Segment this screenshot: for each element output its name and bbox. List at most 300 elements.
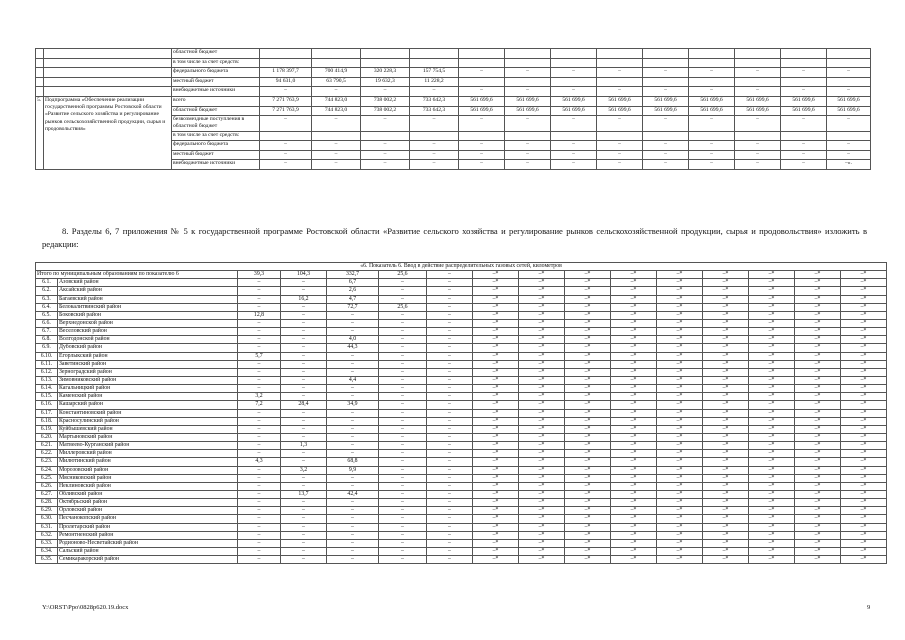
- district-name: Зимовниковский район: [58, 376, 238, 384]
- future-value: –*: [519, 287, 565, 295]
- future-value: –*: [749, 409, 795, 417]
- total-label: Итого по муниципальным образованиям по показателю 6: [36, 271, 238, 279]
- district-row: [36, 425, 887, 433]
- funding-source: федерального бюджета: [172, 68, 260, 78]
- future-value: –*: [565, 368, 611, 376]
- district-row: [36, 344, 887, 352]
- future-value: –*: [841, 385, 887, 393]
- future-value: –*: [795, 531, 841, 539]
- amount-cell: –: [735, 87, 781, 97]
- amount-cell: [643, 131, 689, 141]
- future-value: –*: [657, 352, 703, 360]
- total-value: –*: [611, 271, 657, 279]
- district-value: –: [281, 328, 327, 336]
- budget-row: [36, 58, 871, 68]
- district-row: [36, 458, 887, 466]
- future-value: –*: [657, 507, 703, 515]
- district-name: Верхнедонской район: [58, 319, 238, 327]
- future-value: –*: [657, 515, 703, 523]
- future-value: –*: [657, 499, 703, 507]
- future-value: –*: [795, 442, 841, 450]
- future-value: –*: [749, 442, 795, 450]
- future-value: –*: [841, 344, 887, 352]
- amount-cell: [505, 49, 551, 59]
- future-value: –*: [657, 311, 703, 319]
- future-value: –*: [795, 376, 841, 384]
- future-value: –*: [703, 409, 749, 417]
- future-value: –*: [611, 556, 657, 564]
- funding-source: областной бюджет: [172, 49, 260, 59]
- future-value: –*: [703, 279, 749, 287]
- future-value: –*: [703, 482, 749, 490]
- district-value: –: [379, 507, 427, 515]
- amount-cell: –: [689, 141, 735, 151]
- district-value: –: [238, 385, 281, 393]
- district-value: –: [281, 515, 327, 523]
- future-value: –*: [703, 368, 749, 376]
- district-value: –: [238, 319, 281, 327]
- district-value: –: [379, 425, 427, 433]
- future-value: –*: [565, 433, 611, 441]
- district-value: –: [281, 376, 327, 384]
- district-name: Зерноградский район: [58, 368, 238, 376]
- future-value: –*: [565, 393, 611, 401]
- amount-cell: –: [459, 87, 505, 97]
- amount-cell: [551, 58, 597, 68]
- section-title: «6. Показатель 6. Ввод в действие распределительных газовых сетей, километров: [36, 263, 887, 271]
- future-value: –*: [703, 393, 749, 401]
- future-value: –*: [565, 425, 611, 433]
- district-value: –: [327, 499, 379, 507]
- district-value: –: [281, 368, 327, 376]
- future-value: –*: [611, 450, 657, 458]
- future-value: –*: [657, 547, 703, 555]
- future-value: –*: [749, 499, 795, 507]
- district-number: 6.16.: [36, 401, 58, 409]
- amount-cell: 561 699,6: [689, 106, 735, 116]
- future-value: –*: [473, 279, 519, 287]
- future-value: –*: [519, 531, 565, 539]
- amount-cell: [410, 49, 459, 59]
- future-value: –*: [519, 319, 565, 327]
- district-name: Константиновский район: [58, 409, 238, 417]
- district-value: –: [281, 539, 327, 547]
- amendment-paragraph: 8. Разделы 6, 7 приложения № 5 к государственной программе Ростовской области «Развитие сельского хозяйства и регулирование рынков сельскохозяйственной продукции, сырья и продовольствия» изложить в редакции:: [42, 226, 867, 249]
- district-row: [36, 393, 887, 401]
- district-value: –: [427, 319, 473, 327]
- future-value: –*: [841, 507, 887, 515]
- district-value: –: [281, 303, 327, 311]
- amount-cell: –: [459, 116, 505, 131]
- district-value: –: [281, 409, 327, 417]
- district-value: –: [238, 507, 281, 515]
- future-value: –*: [841, 303, 887, 311]
- district-value: –: [327, 474, 379, 482]
- district-value: –: [238, 499, 281, 507]
- district-value: –: [281, 344, 327, 352]
- district-row: [36, 376, 887, 384]
- future-value: –*: [703, 376, 749, 384]
- future-value: –*: [473, 507, 519, 515]
- amount-cell: –: [827, 150, 871, 160]
- district-value: 25,6: [379, 303, 427, 311]
- amount-cell: [735, 49, 781, 59]
- future-value: –*: [611, 474, 657, 482]
- future-value: –*: [749, 303, 795, 311]
- amount-cell: –: [459, 160, 505, 170]
- future-value: –*: [749, 425, 795, 433]
- district-value: –: [281, 393, 327, 401]
- amount-cell: [597, 49, 643, 59]
- district-row: [36, 442, 887, 450]
- future-value: –*: [657, 376, 703, 384]
- amount-cell: 7 271 763,9: [260, 96, 312, 106]
- future-value: –*: [703, 515, 749, 523]
- district-row: [36, 474, 887, 482]
- future-value: –*: [749, 547, 795, 555]
- district-name: Волгодонской район: [58, 336, 238, 344]
- amount-cell: [361, 58, 410, 68]
- future-value: –*: [841, 401, 887, 409]
- future-value: –*: [473, 295, 519, 303]
- district-number: 6.28.: [36, 499, 58, 507]
- district-row: [36, 352, 887, 360]
- district-value: –: [281, 531, 327, 539]
- amount-cell: –: [505, 141, 551, 151]
- future-value: –*: [657, 531, 703, 539]
- future-value: –*: [611, 336, 657, 344]
- amount-cell: 561 699,6: [643, 106, 689, 116]
- future-value: –*: [703, 360, 749, 368]
- amount-cell: [312, 49, 361, 59]
- amount-cell: –: [410, 160, 459, 170]
- amount-cell: 561 699,6: [643, 96, 689, 106]
- amount-cell: –: [689, 150, 735, 160]
- amount-cell: 744 823,0: [312, 106, 361, 116]
- future-value: –*: [703, 458, 749, 466]
- amount-cell: –: [551, 87, 597, 97]
- district-row: [36, 336, 887, 344]
- amount-cell: –: [260, 87, 312, 97]
- future-value: –*: [795, 385, 841, 393]
- district-value: –: [379, 482, 427, 490]
- district-value: –: [238, 336, 281, 344]
- total-row: [36, 271, 887, 279]
- district-name: Куйбышевский район: [58, 425, 238, 433]
- district-value: –: [379, 287, 427, 295]
- future-value: –*: [749, 466, 795, 474]
- amount-cell: [735, 58, 781, 68]
- total-value: –*: [795, 271, 841, 279]
- future-value: –*: [703, 466, 749, 474]
- future-value: –*: [795, 499, 841, 507]
- budget-table-body: [36, 49, 871, 170]
- amount-cell: [827, 131, 871, 141]
- district-name: Аксайский район: [58, 287, 238, 295]
- amount-cell: –: [312, 160, 361, 170]
- future-value: –*: [657, 401, 703, 409]
- district-value: –: [379, 376, 427, 384]
- amount-cell: –: [551, 141, 597, 151]
- future-value: –*: [657, 295, 703, 303]
- district-value: –: [327, 450, 379, 458]
- future-value: –*: [841, 319, 887, 327]
- district-value: –: [427, 482, 473, 490]
- district-value: –: [379, 385, 427, 393]
- amount-cell: 561 699,6: [551, 96, 597, 106]
- amount-cell: 19 632,3: [361, 77, 410, 87]
- future-value: –*: [473, 474, 519, 482]
- district-value: 34,9: [327, 401, 379, 409]
- funding-source: областной бюджет: [172, 106, 260, 116]
- future-value: –*: [749, 482, 795, 490]
- future-value: –*: [841, 360, 887, 368]
- district-value: –: [379, 279, 427, 287]
- future-value: –*: [749, 295, 795, 303]
- future-value: –*: [519, 523, 565, 531]
- amount-cell: 561 699,6: [827, 96, 871, 106]
- future-value: –*: [611, 376, 657, 384]
- amount-cell: [260, 131, 312, 141]
- district-number: 6.31.: [36, 523, 58, 531]
- district-value: –: [427, 539, 473, 547]
- future-value: –*: [795, 466, 841, 474]
- future-value: –*: [565, 442, 611, 450]
- future-value: –*: [703, 450, 749, 458]
- district-value: –: [238, 474, 281, 482]
- district-row: [36, 523, 887, 531]
- future-value: –*: [703, 490, 749, 498]
- district-name: Пролетарский район: [58, 523, 238, 531]
- future-value: –*: [519, 303, 565, 311]
- amount-cell: 11 228,2: [410, 77, 459, 87]
- amount-cell: –: [260, 141, 312, 151]
- future-value: –*: [611, 490, 657, 498]
- amount-cell: –: [781, 87, 827, 97]
- future-value: –*: [565, 279, 611, 287]
- future-value: –*: [565, 547, 611, 555]
- future-value: –*: [611, 417, 657, 425]
- budget-table: [35, 48, 871, 170]
- future-value: –*: [473, 539, 519, 547]
- district-value: –: [427, 515, 473, 523]
- future-value: –*: [611, 385, 657, 393]
- district-value: 5,7: [238, 352, 281, 360]
- future-value: –*: [703, 507, 749, 515]
- amount-cell: –: [260, 160, 312, 170]
- future-value: –*: [841, 409, 887, 417]
- district-value: –: [327, 523, 379, 531]
- row-number: [36, 58, 44, 68]
- amount-cell: [643, 77, 689, 87]
- district-value: –: [427, 547, 473, 555]
- future-value: –*: [611, 393, 657, 401]
- future-value: –*: [841, 376, 887, 384]
- district-value: –: [238, 539, 281, 547]
- district-value: –: [379, 547, 427, 555]
- future-value: –*: [841, 352, 887, 360]
- district-value: –: [238, 466, 281, 474]
- future-value: –*: [841, 311, 887, 319]
- district-value: –: [427, 295, 473, 303]
- future-value: –*: [565, 401, 611, 409]
- district-value: –: [427, 279, 473, 287]
- future-value: –*: [749, 531, 795, 539]
- future-value: –*: [565, 474, 611, 482]
- amount-cell: 738 002,2: [361, 106, 410, 116]
- district-name: Орловский район: [58, 507, 238, 515]
- district-name: Неклиновский район: [58, 482, 238, 490]
- amount-cell: 561 699,6: [689, 96, 735, 106]
- future-value: –*: [795, 515, 841, 523]
- district-name: Заветинский район: [58, 360, 238, 368]
- amount-cell: –: [643, 68, 689, 78]
- district-name: Боковский район: [58, 311, 238, 319]
- future-value: –*: [565, 328, 611, 336]
- future-value: –*: [841, 433, 887, 441]
- district-value: –: [238, 515, 281, 523]
- amount-cell: 561 699,6: [459, 106, 505, 116]
- district-value: –: [238, 360, 281, 368]
- amount-cell: –: [735, 68, 781, 78]
- future-value: –*: [657, 433, 703, 441]
- district-value: –: [238, 287, 281, 295]
- district-number: 6.21.: [36, 442, 58, 450]
- future-value: –*: [473, 515, 519, 523]
- amount-cell: –: [643, 141, 689, 151]
- future-value: –*: [749, 507, 795, 515]
- future-value: –*: [795, 344, 841, 352]
- district-value: –: [427, 385, 473, 393]
- future-value: –*: [473, 311, 519, 319]
- district-value: –: [427, 425, 473, 433]
- program-name: [44, 87, 172, 97]
- future-value: –*: [473, 336, 519, 344]
- future-value: –*: [657, 303, 703, 311]
- amount-cell: [410, 58, 459, 68]
- district-value: 1,3: [281, 442, 327, 450]
- amount-cell: –: [597, 87, 643, 97]
- amount-cell: –: [597, 150, 643, 160]
- district-value: –: [427, 466, 473, 474]
- district-row: [36, 319, 887, 327]
- amount-cell: –: [361, 116, 410, 131]
- future-value: –*: [611, 401, 657, 409]
- amount-cell: –: [781, 68, 827, 78]
- future-value: –*: [703, 531, 749, 539]
- district-value: –: [379, 409, 427, 417]
- district-row: [36, 507, 887, 515]
- future-value: –*: [657, 417, 703, 425]
- amount-cell: [735, 77, 781, 87]
- district-value: –: [281, 433, 327, 441]
- district-value: 72,7: [327, 303, 379, 311]
- future-value: –*: [795, 401, 841, 409]
- district-value: –: [427, 442, 473, 450]
- district-row: [36, 482, 887, 490]
- district-number: 6.33.: [36, 539, 58, 547]
- future-value: –*: [611, 442, 657, 450]
- future-value: –*: [749, 523, 795, 531]
- district-row: [36, 547, 887, 555]
- district-value: –: [327, 311, 379, 319]
- amount-cell: –: [312, 87, 361, 97]
- amount-cell: 320 228,3: [361, 68, 410, 78]
- future-value: –*: [473, 368, 519, 376]
- district-number: 6.12.: [36, 368, 58, 376]
- district-value: 4,0: [327, 336, 379, 344]
- amount-cell: [551, 49, 597, 59]
- future-value: –*: [519, 507, 565, 515]
- future-value: –*: [565, 409, 611, 417]
- district-value: –: [379, 450, 427, 458]
- district-name: Октябрьский район: [58, 499, 238, 507]
- future-value: –*: [841, 393, 887, 401]
- future-value: –*: [519, 417, 565, 425]
- district-value: –: [327, 360, 379, 368]
- district-row: [36, 303, 887, 311]
- district-name: Азовский район: [58, 279, 238, 287]
- district-value: –: [327, 507, 379, 515]
- district-name: Кагальницкий район: [58, 385, 238, 393]
- district-row: [36, 531, 887, 539]
- district-value: –: [327, 417, 379, 425]
- district-number: 6.3.: [36, 295, 58, 303]
- future-value: –*: [795, 425, 841, 433]
- gas-network-table: [35, 262, 887, 564]
- total-value: –*: [841, 271, 887, 279]
- amount-cell: [643, 49, 689, 59]
- district-row: [36, 295, 887, 303]
- district-value: –: [281, 336, 327, 344]
- future-value: –*: [703, 433, 749, 441]
- district-value: –: [281, 311, 327, 319]
- district-value: –: [327, 442, 379, 450]
- amount-cell: –: [361, 141, 410, 151]
- district-name: Миллеровский район: [58, 450, 238, 458]
- amount-cell: –».: [827, 160, 871, 170]
- district-name: Каменский район: [58, 393, 238, 401]
- future-value: –*: [657, 490, 703, 498]
- future-value: –*: [611, 523, 657, 531]
- future-value: –*: [657, 482, 703, 490]
- future-value: –*: [841, 515, 887, 523]
- district-value: –: [427, 328, 473, 336]
- amount-cell: [505, 131, 551, 141]
- amount-cell: 561 699,6: [505, 106, 551, 116]
- future-value: –*: [841, 531, 887, 539]
- future-value: –*: [519, 393, 565, 401]
- district-row: [36, 328, 887, 336]
- future-value: –*: [611, 352, 657, 360]
- future-value: –*: [611, 425, 657, 433]
- future-value: –*: [565, 344, 611, 352]
- future-value: –*: [519, 474, 565, 482]
- future-value: –*: [473, 287, 519, 295]
- future-value: –*: [565, 482, 611, 490]
- future-value: –*: [703, 556, 749, 564]
- district-number: 6.19.: [36, 425, 58, 433]
- amount-cell: –: [260, 150, 312, 160]
- amount-cell: –: [260, 116, 312, 131]
- district-row: [36, 287, 887, 295]
- amount-cell: [827, 49, 871, 59]
- amount-cell: 561 699,6: [735, 96, 781, 106]
- district-value: –: [327, 482, 379, 490]
- district-number: 6.2.: [36, 287, 58, 295]
- future-value: –*: [841, 425, 887, 433]
- district-name: Мартыновский район: [58, 433, 238, 441]
